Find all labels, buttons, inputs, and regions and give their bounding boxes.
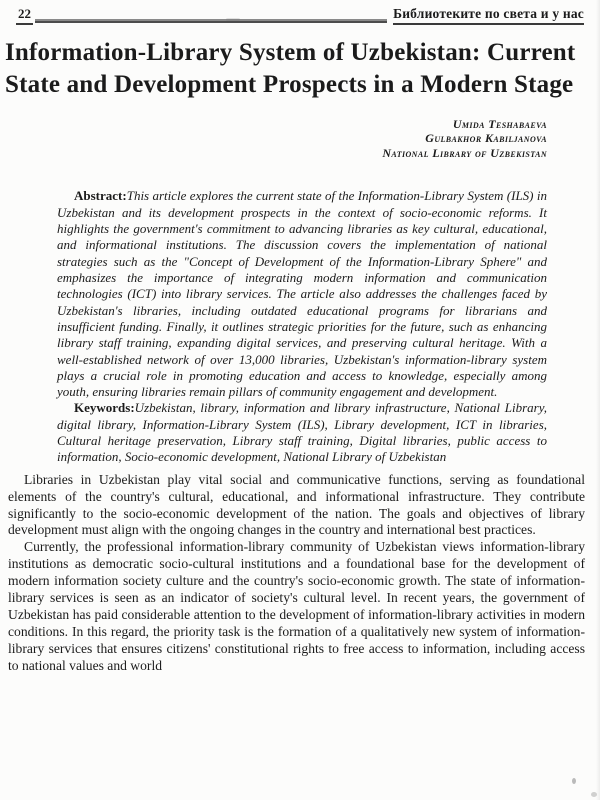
keywords-text: Uzbekistan, library, information and library infrastructure, National Library, digital library, Information-Library System (ILS), Library development, ICT in libraries, Cultural heritage preservation, Library staff training, Digital libraries, public access to information, Socio-economic development, National Library of Uzbekistan [57, 400, 547, 465]
page-number: 22 [16, 7, 33, 24]
keywords-label: Keywords: [74, 400, 135, 416]
abstract-paragraph [57, 188, 547, 400]
author-block [0, 117, 547, 161]
scan-artifact [591, 792, 597, 797]
header-journal-title: Библиотеките по света и у нас [393, 6, 584, 25]
page-header [0, 0, 600, 25]
author-name-2: Gulbakhor Kabiljanova [425, 131, 547, 146]
article-title: Information-Library System of Uzbekistan: Current State and Development Prospects in a Modern Stage [5, 38, 576, 98]
abstract-block [57, 188, 547, 465]
header-rule [35, 19, 387, 23]
body-paragraph-1: Libraries in Uzbekistan play vital social and communicative functions, serving as foundational elements of the country's cultural, educational, and informational infrastructure. They contribute significantly to the socio-economic development of the nation. The goals and objectives of library development must align with the ongoing changes in the country and international best practices. [8, 471, 585, 538]
author-name-1: Umida Teshabaeva [452, 116, 547, 131]
scan-artifact [572, 778, 576, 784]
article-body [8, 472, 585, 675]
body-paragraph-2: Currently, the professional information-library community of Uzbekistan views information-library institutions as democratic socio-cultural institutions and a foundational base for the development of modern information society culture and the country's socio-economic growth. The state of information-library services is seen as an indicator of society's cultural level. In recent years, the government of Uzbekistan has paid considerable attention to the development of information-library activities in modern conditions. In this regard, the priority task is the formation of a qualitatively new system of information-library services that ensures citizens' constitutional rights to free access to information, including access to national values and world [8, 539, 585, 673]
abstract-label: Abstract: [74, 188, 127, 204]
abstract-text: This article explores the current state of the Information-Library System (ILS) in Uzbekistan and its development prospects in the context of socio-economic reforms. It highlights the government's commitment to advancing libraries as key cultural, educational, and informational institutions. The discussion covers the implementation of national strategies such as the "Concept of Development of the Information-Library Sphere" and emphasizes the importance of integrating modern information and communication technologies (ICT) into library services. The article also addresses the challenges faced by Uzbekistan's libraries, including outdated educational programs for librarians and insufficient funding. Finally, it outlines strategic priorities for the future, such as enhancing library staff training, expanding digital services, and preserving cultural heritage. With a well-established network of over 13,000 libraries, Uzbekistan's information-library system plays a crucial role in promoting education and access to knowledge, especially among youth, ensuring libraries remain pillars of community engagement and development. [57, 188, 547, 400]
author-affiliation: National Library of Uzbekistan [382, 145, 547, 160]
keywords-paragraph [57, 400, 547, 465]
